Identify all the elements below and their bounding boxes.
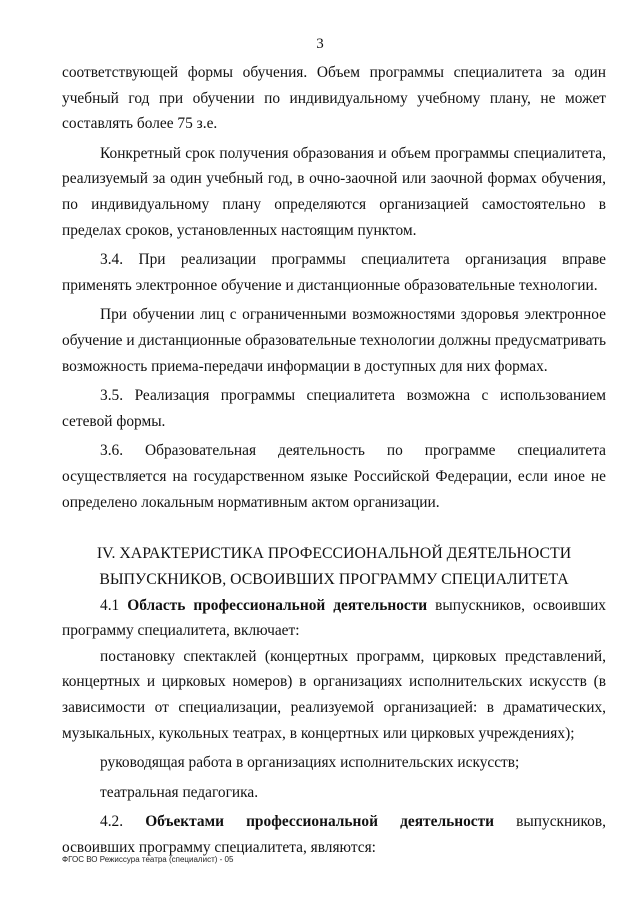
paragraph-4-2-bold: Объектами профессиональной деятельности [145, 813, 495, 831]
list-item-pedagogy: театральная педагогика. [100, 783, 259, 801]
paragraph-4-1-number: 4.1 [100, 596, 128, 614]
paragraph-disabilities: При обучении лиц с ограниченными возможностями здоровья электронное обучение и дистанционные образовательные технологии должны предусматривать возможность приема-передачи информации в доступных для них формах. [62, 306, 606, 375]
list-item-management: руководящая работа в организациях исполнительских искусств; [100, 754, 520, 772]
paragraph-3-6: 3.6. Образовательная деятельность по программе специалитета осуществляется на государственном языке Российской Федерации, если иное не определено локальным нормативным актом организации. [62, 442, 606, 511]
section-heading-line1: IV. ХАРАКТЕРИСТИКА ПРОФЕССИОНАЛЬНОЙ ДЕЯТЕЛЬНОСТИ [96, 545, 572, 563]
list-item-staging: постановку спектаклей (концертных программ, цирковых представлений, концертных и цирковых номеров) в организациях исполнительских искусств (в зависимости от специализации, реализуемой организацией: в драматических, музыкальных, кукольных театрах, в концертных или цирковых учреждениях); [62, 647, 606, 742]
document-body [62, 60, 606, 861]
paragraph-3-5: 3.5. Реализация программы специалитета возможна с использованием сетевой формы. [62, 387, 606, 430]
paragraph-4-2-number: 4.2. [100, 813, 146, 831]
paragraph-4-1-bold: Область профессиональной деятельности [127, 596, 428, 614]
section-heading-line2: ВЫПУСКНИКОВ, ОСВОИВШИХ ПРОГРАММУ СПЕЦИАЛИТЕТА [99, 570, 569, 588]
page-number: 3 [316, 36, 324, 52]
paragraph-4-2-rest: выпускников, освоивших программу специалитета, являются: [62, 813, 606, 857]
paragraph-4-1 [62, 593, 606, 644]
paragraph-4-2 [62, 809, 606, 860]
paragraph-3-4: 3.4. При реализации программы специалитета организация вправе применять электронное обучение и дистанционные образовательные технологии. [62, 251, 606, 294]
footer-note: ФГОС ВО Режиссура театра (специалист) - 05 [62, 855, 234, 864]
section-heading [62, 541, 606, 593]
paragraph-4-1-rest: выпускников, освоивших программу специалитета, включает: [62, 596, 607, 640]
paragraph-term-volume: Конкретный срок получения образования и объем программы специалитета, реализуемый за один учебный год, в очно-заочной или заочной формах обучения, по индивидуальному плану определяются организацией самостоятельно в пределах сроков, установленных настоящим пунктом. [62, 144, 606, 239]
paragraph-continuation: соответствующей формы обучения. Объем программы специалитета за один учебный год при обучении по индивидуальному учебному плану, не может составлять более 75 з.е. [62, 64, 606, 133]
